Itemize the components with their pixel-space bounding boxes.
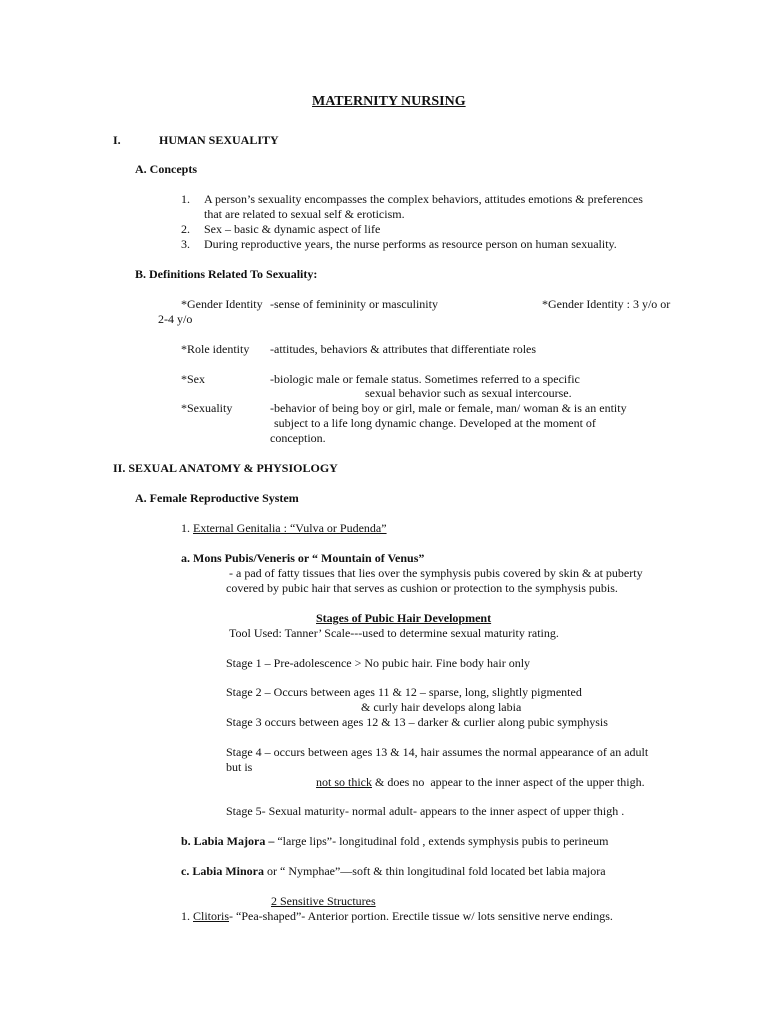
definition-text: -biologic male or female status. Sometimes referred to a specific [270, 372, 580, 386]
stages-tool: Tool Used: Tanner’ Scale---used to determine sexual maturity rating. [229, 626, 559, 640]
labia-minora-text: or “ Nymphae”—soft & thin longitudinal fold located bet labia majora [264, 864, 606, 878]
list-item: Sex – basic & dynamic aspect of life [204, 222, 381, 236]
definition-term: *Role identity [181, 342, 250, 356]
stage-item: Stage 4 – occurs between ages 13 & 14, hair assumes the normal appearance of an adult [226, 745, 649, 759]
stage-item-continuation [316, 775, 645, 789]
stage-item: Stage 3 occurs between ages 12 & 13 – darker & curlier along pubic symphysis [226, 715, 608, 729]
subsection-heading: B. Definitions Related To Sexuality: [135, 267, 318, 281]
definition-term: *Gender Identity [181, 297, 263, 311]
mons-pubis-text: - a pad of fatty tissues that lies over the symphysis pubis covered by skin & at puberty [229, 566, 643, 580]
stage-item: Stage 5- Sexual maturity- normal adult- appears to the inner aspect of upper thigh . [226, 804, 625, 818]
external-genitalia-label: External Genitalia : “Vulva or Pudenda” [193, 521, 387, 535]
stage-item: Stage 2 – Occurs between ages 11 & 12 – sparse, long, slightly pigmented [226, 685, 582, 699]
definition-text: -sense of femininity or masculinity [270, 297, 438, 311]
subsection-heading: A. Concepts [135, 162, 197, 176]
page-title: MATERNITY NURSING [312, 94, 466, 109]
section-numeral: I. [113, 133, 121, 147]
definition-text-continuation: conception. [270, 431, 326, 445]
stage4-rest: & does no appear to the inner aspect of the upper thigh. [372, 775, 645, 789]
clitoris-label: Clitoris [193, 909, 230, 923]
definition-text-continuation: subject to a life long dynamic change. Developed at the moment of [274, 416, 596, 430]
labia-minora-label: c. Labia Minora [181, 864, 264, 878]
list-number: 1. [181, 521, 190, 535]
clitoris-item [181, 909, 613, 923]
stage-item-continuation: but is [226, 760, 253, 774]
definition-text: -behavior of being boy or girl, male or female, man/ woman & is an entity [270, 401, 627, 415]
list-item: A person’s sexuality encompasses the complex behaviors, attitudes emotions & preferences [204, 192, 643, 206]
list-item: During reproductive years, the nurse performs as resource person on human sexuality. [204, 237, 617, 251]
labia-majora-item [181, 834, 608, 848]
section-heading: HUMAN SEXUALITY [159, 133, 279, 147]
definition-text-continuation: sexual behavior such as sexual intercourse. [365, 386, 572, 400]
stage-item-continuation: & curly hair develops along labia [361, 700, 522, 714]
sensitive-structures-heading: 2 Sensitive Structures [271, 894, 376, 908]
stage-item: Stage 1 – Pre-adolescence > No pubic hair. Fine body hair only [226, 656, 531, 670]
mons-pubis-heading: a. Mons Pubis/Veneris or “ Mountain of Venus” [181, 551, 425, 565]
list-item-continuation: that are related to sexual self & eroticism. [204, 207, 405, 221]
stages-heading: Stages of Pubic Hair Development [316, 611, 492, 625]
labia-majora-label: b. Labia Majora – [181, 834, 275, 848]
definition-note-continuation: 2-4 y/o [158, 312, 193, 326]
labia-minora-item [181, 864, 606, 878]
labia-majora-text: “large lips”- longitudinal fold , extends symphysis pubis to perineum [274, 834, 609, 848]
list-number: 3. [181, 237, 190, 251]
definition-term: *Sexuality [181, 401, 233, 415]
list-number: 1. [181, 192, 190, 206]
stage4-emphasis: not so thick [316, 775, 372, 789]
list-number: 2. [181, 222, 190, 236]
mons-pubis-text: covered by pubic hair that serves as cushion or protection to the symphysis pubis. [226, 581, 618, 595]
list-number: 1. [181, 909, 190, 923]
definition-term: *Sex [181, 372, 205, 386]
section-heading: II. SEXUAL ANATOMY & PHYSIOLOGY [113, 461, 338, 475]
definition-note: *Gender Identity : 3 y/o or [542, 297, 671, 311]
clitoris-text: - “Pea-shaped”- Anterior portion. Erectile tissue w/ lots sensitive nerve endings. [229, 909, 613, 923]
subsection-heading: A. Female Reproductive System [135, 491, 299, 505]
definition-text: -attitudes, behaviors & attributes that differentiate roles [270, 342, 537, 356]
